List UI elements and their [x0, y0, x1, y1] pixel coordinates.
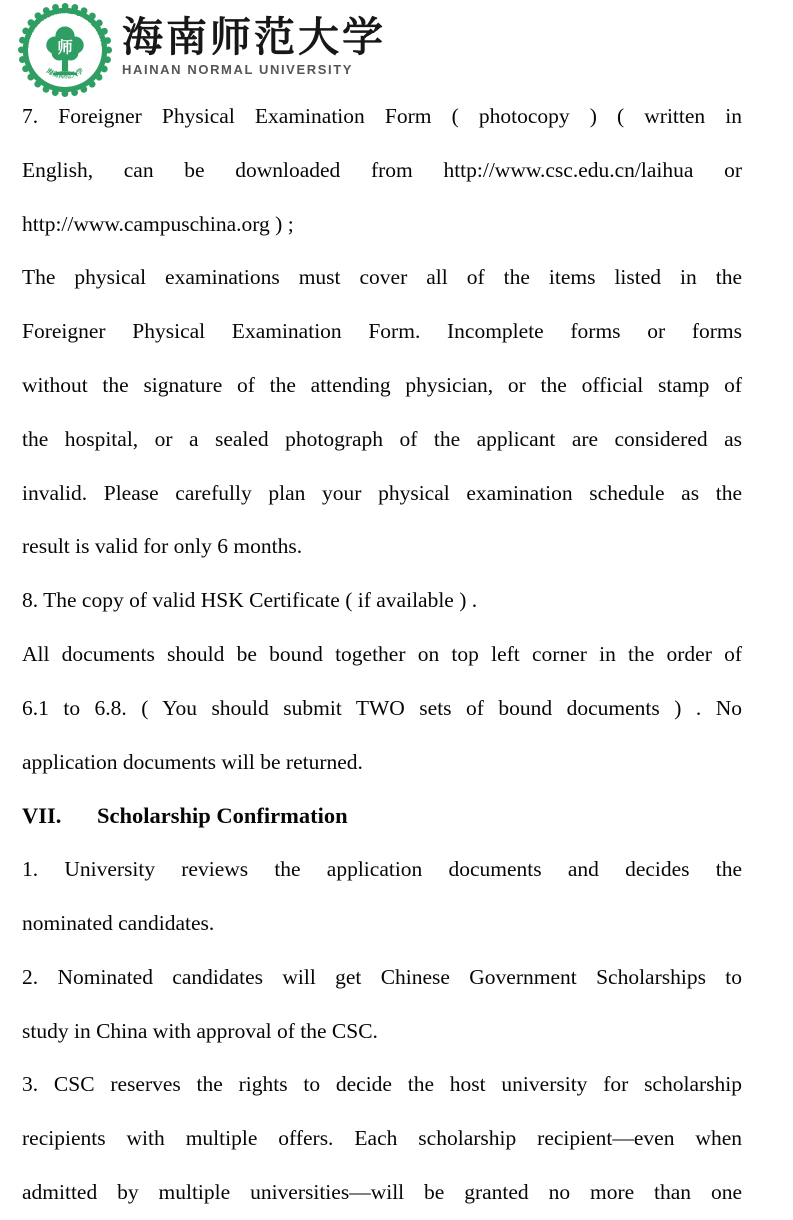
document-body [22, 90, 742, 1220]
university-seal-logo [16, 2, 114, 98]
text-line: the hospital, or a sealed photograph of the applicant are considered as [22, 426, 742, 451]
seal-ring-text: HAINAN NORMAL UNIVERSITY [22, 7, 108, 49]
text-line: invalid. Please carefully plan your physical examination schedule as the [22, 480, 742, 505]
university-name-chinese: 海南师范大学 [122, 13, 386, 61]
seal-bottom-text: 海南师范大学 [45, 67, 85, 81]
section-heading-title: Scholarship Confirmation [97, 803, 348, 829]
text-line: admitted by multiple universities—will be granted no more than one [22, 1179, 742, 1204]
text-line: 6.1 to 6.8. ( You should submit TWO sets of bound documents ) . No [22, 695, 742, 720]
text-line: Foreigner Physical Examination Form. Incomplete forms or forms [22, 319, 742, 344]
text-line: 7. Foreigner Physical Examination Form ( photocopy ) ( written in [22, 104, 742, 128]
letterhead [16, 2, 386, 98]
text-line: 8. The copy of valid HSK Certificate ( if available ) . [22, 588, 478, 613]
seal-center-glyph: 师 [57, 38, 73, 57]
section-heading [22, 789, 742, 843]
text-line: application documents will be returned. [22, 749, 363, 774]
seal-icon [16, 2, 114, 98]
text-line: study in China with approval of the CSC. [22, 1018, 378, 1043]
text-line: result is valid for only 6 months. [22, 534, 303, 559]
text-line: nominated candidates. [22, 910, 215, 935]
text-line: http://www.campuschina.org ) ; [22, 211, 294, 236]
text-line: without the signature of the attending physician, or the official stamp of [22, 372, 742, 397]
university-brand [122, 2, 386, 77]
university-name-english: HAINAN NORMAL UNIVERSITY [122, 62, 354, 77]
text-line: English, can be downloaded from http://www.csc.edu.cn/laihua or [22, 157, 742, 182]
text-line: recipients with multiple offers. Each scholarship recipient—even when [22, 1126, 742, 1151]
text-line: 2. Nominated candidates will get Chinese Government Scholarships to [22, 964, 742, 989]
text-line: 3. CSC reserves the rights to decide the host university for scholarship [22, 1072, 742, 1097]
section-heading-numeral: VII. [22, 803, 62, 829]
text-line: The physical examinations must cover all of the items listed in the [22, 265, 742, 290]
text-line: 1. University reviews the application documents and decides the [22, 857, 742, 882]
text-line: All documents should be bound together on top left corner in the order of [22, 641, 742, 666]
